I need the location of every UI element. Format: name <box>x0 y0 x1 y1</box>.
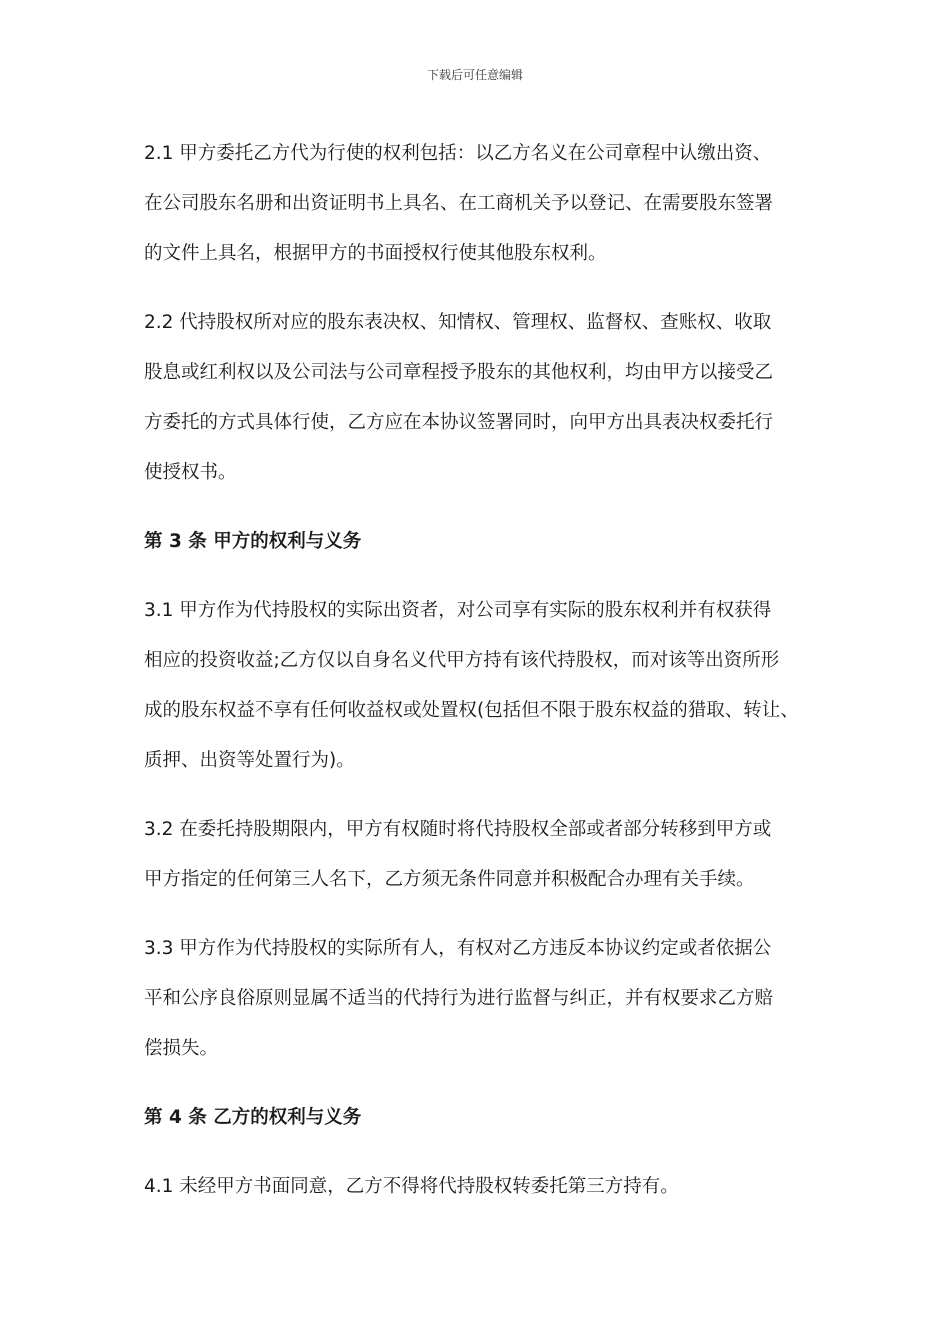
text-line: 方委托的方式具体行使，乙方应在本协议签署同时，向甲方出具表决权委托行 <box>144 412 774 433</box>
text-line: 成的股东权益不享有任何收益权或处置权(包括但不限于股东权益的猎取、转让、 <box>144 700 799 721</box>
heading-text: 第 3 条 甲方的权利与义务 <box>144 531 362 552</box>
paragraph-3-3 <box>144 924 816 1074</box>
header-note: 下载后可任意编辑 <box>426 68 523 82</box>
section-heading-3 <box>144 517 816 567</box>
text-line: 使授权书。 <box>144 462 237 483</box>
paragraph-3-2 <box>144 805 816 905</box>
paragraph-3-1 <box>144 586 816 786</box>
text-line: 偿损失。 <box>144 1038 219 1059</box>
text-line: 3.3 甲方作为代持股权的实际所有人，有权对乙方违反本协议约定或者依据公 <box>144 938 772 959</box>
paragraph-2-2 <box>144 298 816 498</box>
text-line: 甲方指定的任何第三人名下，乙方须无条件同意并积极配合办理有关手续。 <box>144 869 755 890</box>
text-line: 质押、出资等处置行为)。 <box>144 750 355 771</box>
text-line: 股息或红利权以及公司法与公司章程授予股东的其他权利，均由甲方以接受乙 <box>144 362 774 383</box>
text-line: 4.1 未经甲方书面同意，乙方不得将代持股权转委托第三方持有。 <box>144 1176 679 1197</box>
heading-text: 第 4 条 乙方的权利与义务 <box>144 1107 362 1128</box>
text-line: 2.1 甲方委托乙方代为行使的权利包括：以乙方名义在公司章程中认缴出资、 <box>144 143 772 164</box>
document-body <box>144 129 816 1212</box>
text-line: 3.1 甲方作为代持股权的实际出资者，对公司享有实际的股东权利并有权获得 <box>144 600 772 621</box>
text-line: 相应的投资收益;乙方仅以自身名义代甲方持有该代持股权，而对该等出资所形 <box>144 650 780 671</box>
text-line: 平和公序良俗原则显属不适当的代持行为进行监督与纠正，并有权要求乙方赔 <box>144 988 774 1009</box>
text-line: 在公司股东名册和出资证明书上具名、在工商机关予以登记、在需要股东签署 <box>144 193 774 214</box>
text-line: 3.2 在委托持股期限内，甲方有权随时将代持股权全部或者部分转移到甲方或 <box>144 819 772 840</box>
section-heading-4 <box>144 1093 816 1143</box>
paragraph-4-1 <box>144 1162 816 1212</box>
text-line: 的文件上具名，根据甲方的书面授权行使其他股东权利。 <box>144 243 607 264</box>
text-line: 2.2 代持股权所对应的股东表决权、知情权、管理权、监督权、查账权、收取 <box>144 312 772 333</box>
paragraph-2-1 <box>144 129 816 279</box>
